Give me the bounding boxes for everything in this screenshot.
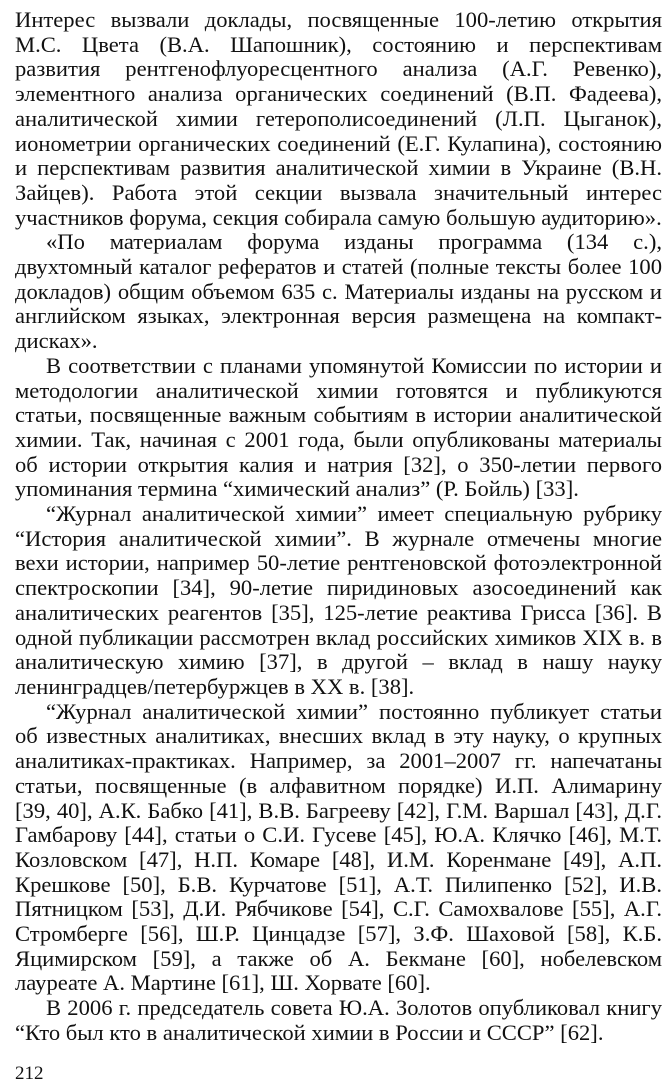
page-body [15,8,662,1046]
page-number: 212 [15,1063,44,1084]
paragraph-2: «По материалам форума изданы программа (134 с.), двухтомный каталог рефератов и статей (полные тексты более 100 докладов) общим объемом 635 с. Материалы изданы на русском и английском языках, электронная версия размещена на компакт-дисках». [15,229,662,354]
paragraph-4: “Журнал аналитической химии” имеет специальную рубрику “История аналитической химии”. В журнале отмечены многие вехи истории, например 50-летие рентгеновской фотоэлектронной спектроскопии [34], 90-летие пиридиновых азосоединений как аналитических реагентов [35], 125-летие реактива Грисса [36]. В одной публикации рассмотрен вклад российских химиков XIX в. в аналитическую химию [37], в другой – вклад в нашу науку ленинградцев/петербуржцев в XX в. [38]. [15,501,662,699]
paragraph-5: “Журнал аналитической химии” постоянно публикует статьи об известных аналитиках, внесших вклад в эту науку, о крупных аналитиках-практиках. Например, за 2001–2007 гг. напечатаны статьи, посвященные (в алфавитном порядке) И.П. Алимарину [39, 40], А.К. Бабко [41], В.В. Багрееву [42], Г.М. Варшал [43], Д.Г. Гамбарову [44], статьи о С.И. Гусеве [45], Ю.А. Клячко [46], М.Т. Козловском [47], Н.П. Комаре [48], И.М. Коренмане [49], А.П. Крешкове [50], Б.В. Курчатове [51], А.Т. Пилипенко [52], И.В. Пятницком [53], Д.И. Рябчикове [54], С.Г. Самохвалове [55], А.Г. Стромберге [56], Ш.Р. Цинцадзе [57], З.Ф. Шаховой [58], К.Б. Яцимирском [59], а также об А. Бекмане [60], нобелевском лауреате А. Мартине [61], Ш. Хорвате [60]. [15,698,662,996]
paragraph-1: Интерес вызвали доклады, посвященные 100-летию открытия М.С. Цвета (В.А. Шапошник), состоянию и перспективам развития рентгенофлуоресцентного анализа (А.Г. Ревенко), элементного анализа органических соединений (В.П. Фадеева), аналитической химии гетерополисоединений (Л.П. Цыганок), ионометрии органических соединений (Е.Г. Кулапина), состоянию и перспективам развития аналитической химии в Украине (В.Н. Зайцев). Работа этой секции вызвала значительный интерес участников форума, секция собирала самую большую аудиторию». [15,7,662,230]
paragraph-3: В соответствии с планами упомянутой Комиссии по истории и методологии аналитической химии готовятся и публикуются статьи, посвященные важным событиям в истории аналитической химии. Так, начиная с 2001 года, были опубликованы материалы об истории открытия калия и натрия [32], о 350-летии первого упоминания термина “химический анализ” (Р. Бойль) [33]. [15,352,662,502]
paragraph-6: В 2006 г. председатель совета Ю.А. Золотов опубликовал книгу “Кто был кто в аналитической химии в России и СССР” [62]. [15,995,662,1045]
